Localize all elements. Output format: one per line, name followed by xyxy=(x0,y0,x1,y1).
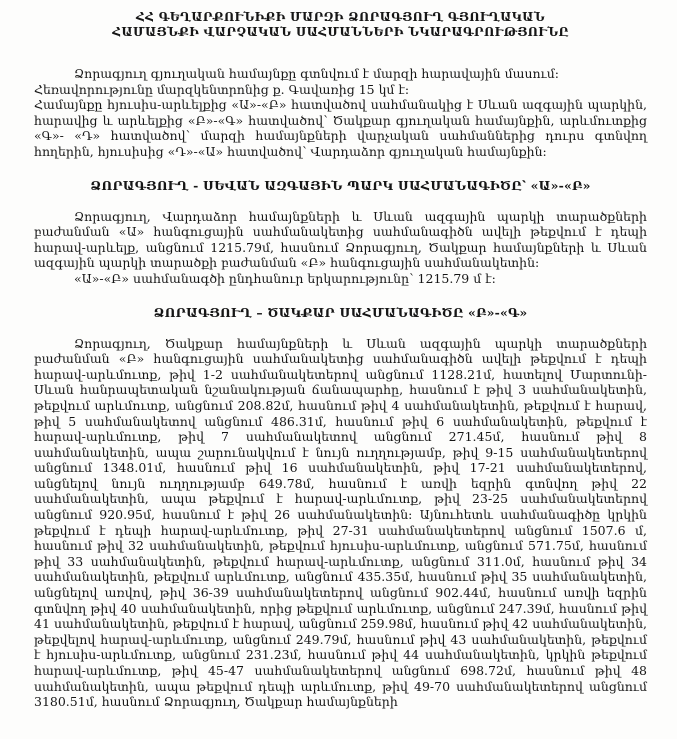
section-ab-description: Ձորագյուղ, Վարդաձոր համայնքների և Սևան ազգային պարկի տարածքների բաժանման «Ա» հանգուցային սահմանակետից սահմանագիծն ավելի թեքվում է դեպի հարավ-արևելք, անցնում 1215.79մ, հասնում Ձորագյուղ, Ծակքար համայնքների և Սևան ազգային պարկի տարածքի բաժանման «Բ» հանգուցային սահմանակետին: xyxy=(34,208,647,271)
section-ab-heading: ՁՈՐԱԳՅՈՒՂ - ՍԵՎԱՆ ԱԶԳԱՅԻՆ ՊԱՐԿ ՍԱՀՄԱՆԱԳԻԾԸ՝ «Ա»-«Բ» xyxy=(90,177,591,193)
intro-paragraph-distance: Հեռավորությունը մարզկենտրոնից ք. Գավառից 15 կմ է: xyxy=(34,81,410,97)
section-ab xyxy=(34,178,647,287)
section-bg-description: Ձորագյուղ, Ծակքար համայնքների և Սևան ազգային պարկի տարածքների բաժանման «Բ» հանգուցային սահմանակետից սահմանագիծն ավելի թեքվում է դեպի հարավ-արևմուտք, թիվ 1-2 սահմանակետերով անցնում 1128.21մ, հատելով Մարտունի-Սևան հանրապետական նշանակության ճանապարհը, հասնում է թիվ 3 սահմանակետին, թեքվում արևմուտք, անցնում 208.82մ, հասնում թիվ 4 սահմանակետին, թեքվում է հարավ, թիվ 5 սահմանակետով անցնում 486.31մ, հասնում թիվ 6 սահմանակետին, թեքվում է հարավ-արևմուտք, թիվ 7 սահմանակետով անցնում 271.45մ, հասնում թիվ 8 սահմանակետին, ապա շարունակվում է նույն ուղղությամբ, թիվ 9-15 սահմանակետերով անցնում 1348.01մ, հասնում թիվ 16 սահմանակետին, թիվ 17-21 սահմանակետերով, անցնելով նույն ուղղությամբ 649.78մ, հասնում է առվի եզրին գտնվող թիվ 22 սահմանակետին, ապա թեքվում է հարավ-արևմուտք, թիվ 23-25 սահմանակետերով անցնում 920.95մ, հասնում է թիվ 26 սահմանակետին: Այնուհետև սահմանագիծը կրկին թեքվում է դեպի հարավ-արևմուտք, թիվ 27-31 սահմանակետերով անցնում 1507.6 մ, հասնում թիվ 32 սահմանակետին, թեքվում հյուսիս-արևմուտք, անցնում 571.75մ, հասնում թիվ 33 սահմանակետին, թեքվում հարավ-արևմուտք, անցնում 311.0մ, հասնում թիվ 34 սահմանակետին, թեքվում արևմուտք, անցնում 435.35մ, հասնում թիվ 35 սահմանակետին, անցնելով առվով, թիվ 36-39 սահմանակետերով անցնում 902.44մ, հասնում առվի եզրին գտնվող թիվ 40 սահմանակետին, որից թեքվում արևմուտք, անցնում 247.39մ, հասնում թիվ 41 սահմանակետին, թեքվում է հարավ, անցնում 259.98մ, հասնում թիվ 42 սահմանակետին, թեքվելով հարավ-արևմուտք, անցնում 249.79մ, հասնում թիվ 43 սահմանակետին, թեքվում է հյուսիս-արևմուտք, անցնում 231.23մ, հասնում թիվ 44 սահմանակետին, կրկին թեքվում հարավ-արևմուտք, թիվ 45-47 սահմանակետերով անցնում 698.72մ, հասնում թիվ 48 սահմանակետին, ապա թեքվում դեպի արևմուտք, թիվ 49-70 սահմանակետերով անցնում 3180.51մ, հասնում Ձորագյուղ, Ծակքար համայնքների xyxy=(34,335,647,710)
section-ab-total-length: «Ա»-«Բ» սահմանագծի ընդհանուր երկարությունը՝ 1215.79 մ է: xyxy=(74,270,496,286)
section-bg xyxy=(34,305,647,710)
intro-section xyxy=(34,66,647,160)
title-line-2: ՀԱՄԱՅՆՔԻ ՎԱՐՉԱԿԱՆ ՍԱՀՄԱՆՆԵՐԻ ՆԿԱՐԱԳՐՈՒԹՅՈՒՆԸ xyxy=(112,25,569,39)
section-bg-heading: ՁՈՐԱԳՅՈՒՂ – ԾԱԿՔԱՐ ՍԱՀՄԱՆԱԳԻԾԸ «Բ»-«Գ» xyxy=(153,304,528,320)
title-line-1: ՀՀ ԳԵՂԱՐՔՈՒՆԻՔԻ ՄԱՐԶԻ ՁՈՐԱԳՅՈՒՂ ԳՅՈՒՂԱԿԱՆ xyxy=(135,10,545,24)
document-title xyxy=(34,10,647,40)
intro-paragraph-location: Ձորագյուղ գյուղական համայնքը գտնվում է մարզի հարավային մասում: xyxy=(74,66,559,81)
intro-paragraph-neighbors: Համայնքը հյուսիս-արևելքից «Ա»-«Բ» հատվածով սահմանակից է Սևան ազգային պարկին, հարավից և արևելքից «Բ»-«Գ» հատվածով՝ Ծակքար գյուղական համայնքին, արևմուտքից «Գ»- «Դ» հատվածով՝ մարզի համայնքների վարչական սահմաններից դուրս գտնվող հողերին, հյուսիսից «Դ»-«Ա» հատվածով՝ Վարդաձոր գյուղական համայնքին: xyxy=(34,97,647,159)
